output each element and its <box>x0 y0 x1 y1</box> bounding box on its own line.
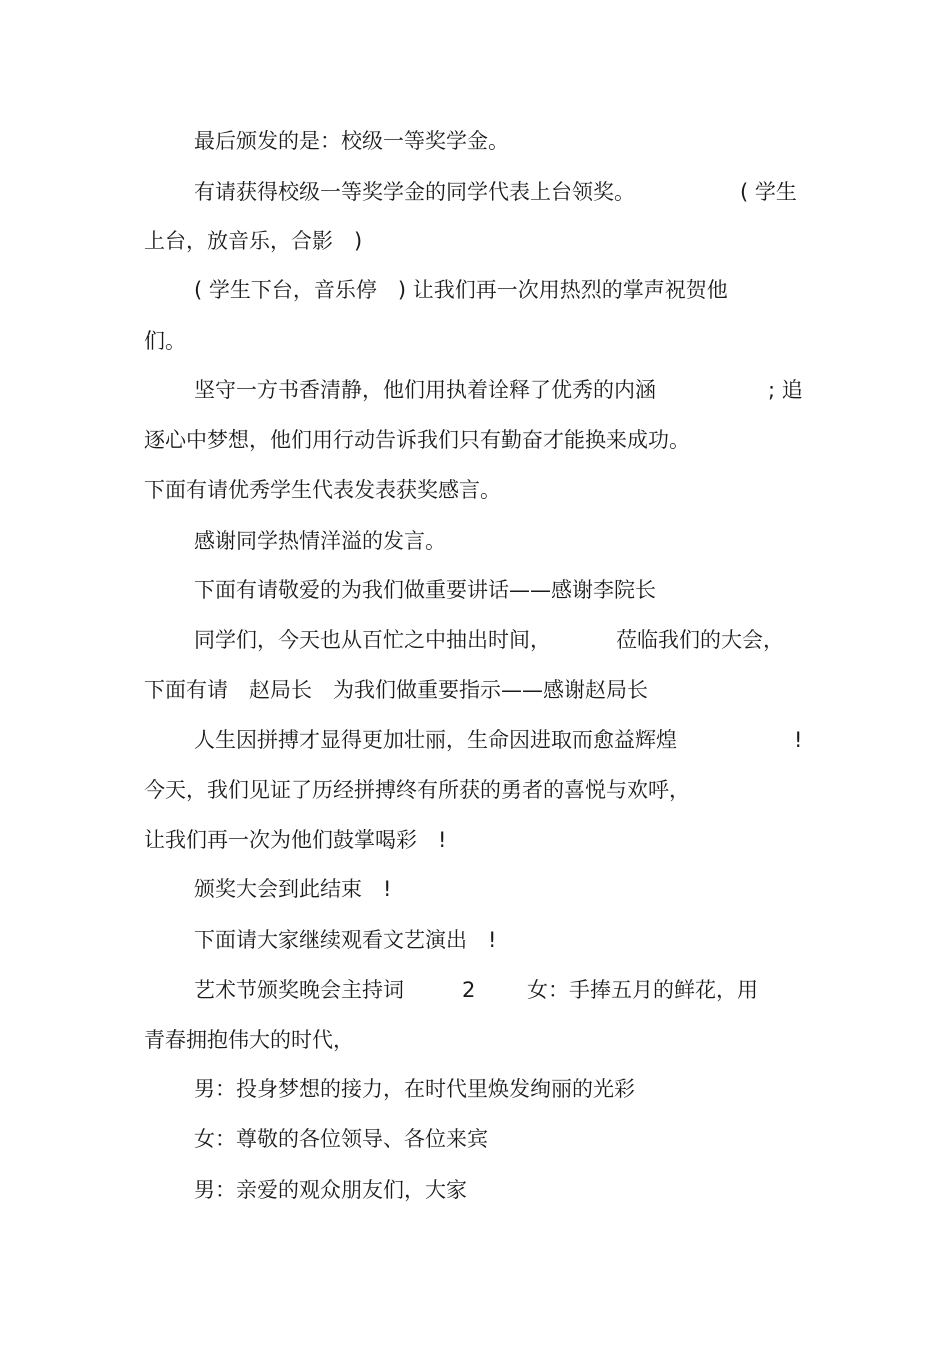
text-line: 下面有请 赵局长 为我们做重要指示——感谢赵局长 <box>144 678 648 702</box>
text-line: 让我们再一次为他们鼓掌喝彩 ! <box>144 828 447 852</box>
text-line: ! <box>794 728 803 752</box>
text-line: 下面有请敬爱的为我们做重要讲话——感谢李院长 <box>194 578 656 602</box>
text-line: 颁奖大会到此结束 ! <box>194 877 392 901</box>
text-line: 们。 <box>144 329 186 353</box>
text-line: 女：手捧五月的鲜花，用 <box>527 978 758 1002</box>
text-line: 逐心中梦想，他们用行动告诉我们只有勤奋才能换来成功。 <box>144 428 690 452</box>
text-line: 男：亲爱的观众朋友们，大家 <box>194 1178 467 1202</box>
text-line: 同学们，今天也从百忙之中抽出时间， <box>194 628 551 652</box>
text-line: 感谢同学热情洋溢的发言。 <box>194 529 446 553</box>
text-line: 下面有请优秀学生代表发表获奖感言。 <box>144 478 501 502</box>
text-line: 艺术节颁奖晚会主持词 <box>194 978 404 1002</box>
text-line: 下面请大家继续观看文艺演出 ! <box>194 928 497 952</box>
text-line: ( 学生 <box>740 180 797 204</box>
text-line: 今天，我们见证了历经拼搏终有所获的勇者的喜悦与欢呼， <box>144 778 690 802</box>
text-line: ; 追 <box>768 378 803 402</box>
text-line: 莅临我们的大会， <box>616 628 784 652</box>
text-line: 青春拥抱伟大的时代， <box>144 1028 354 1052</box>
text-line: 男：投身梦想的接力，在时代里焕发绚丽的光彩 <box>194 1077 635 1101</box>
text-line: 上台，放音乐，合影 ) <box>144 229 363 253</box>
text-line: 人生因拼搏才显得更加壮丽，生命因进取而愈益辉煌 <box>194 728 677 752</box>
text-line: 女：尊敬的各位领导、各位来宾 <box>194 1127 488 1151</box>
text-line: 最后颁发的是：校级一等奖学金。 <box>194 129 509 153</box>
text-line: 有请获得校级一等奖学金的同学代表上台领奖。 <box>194 180 635 204</box>
text-line: 2 <box>462 978 476 1002</box>
text-line: ( 学生下台，音乐停 ) 让我们再一次用热烈的掌声祝贺他 <box>194 278 728 302</box>
text-line: 坚守一方书香清静，他们用执着诠释了优秀的内涵 <box>194 378 656 402</box>
